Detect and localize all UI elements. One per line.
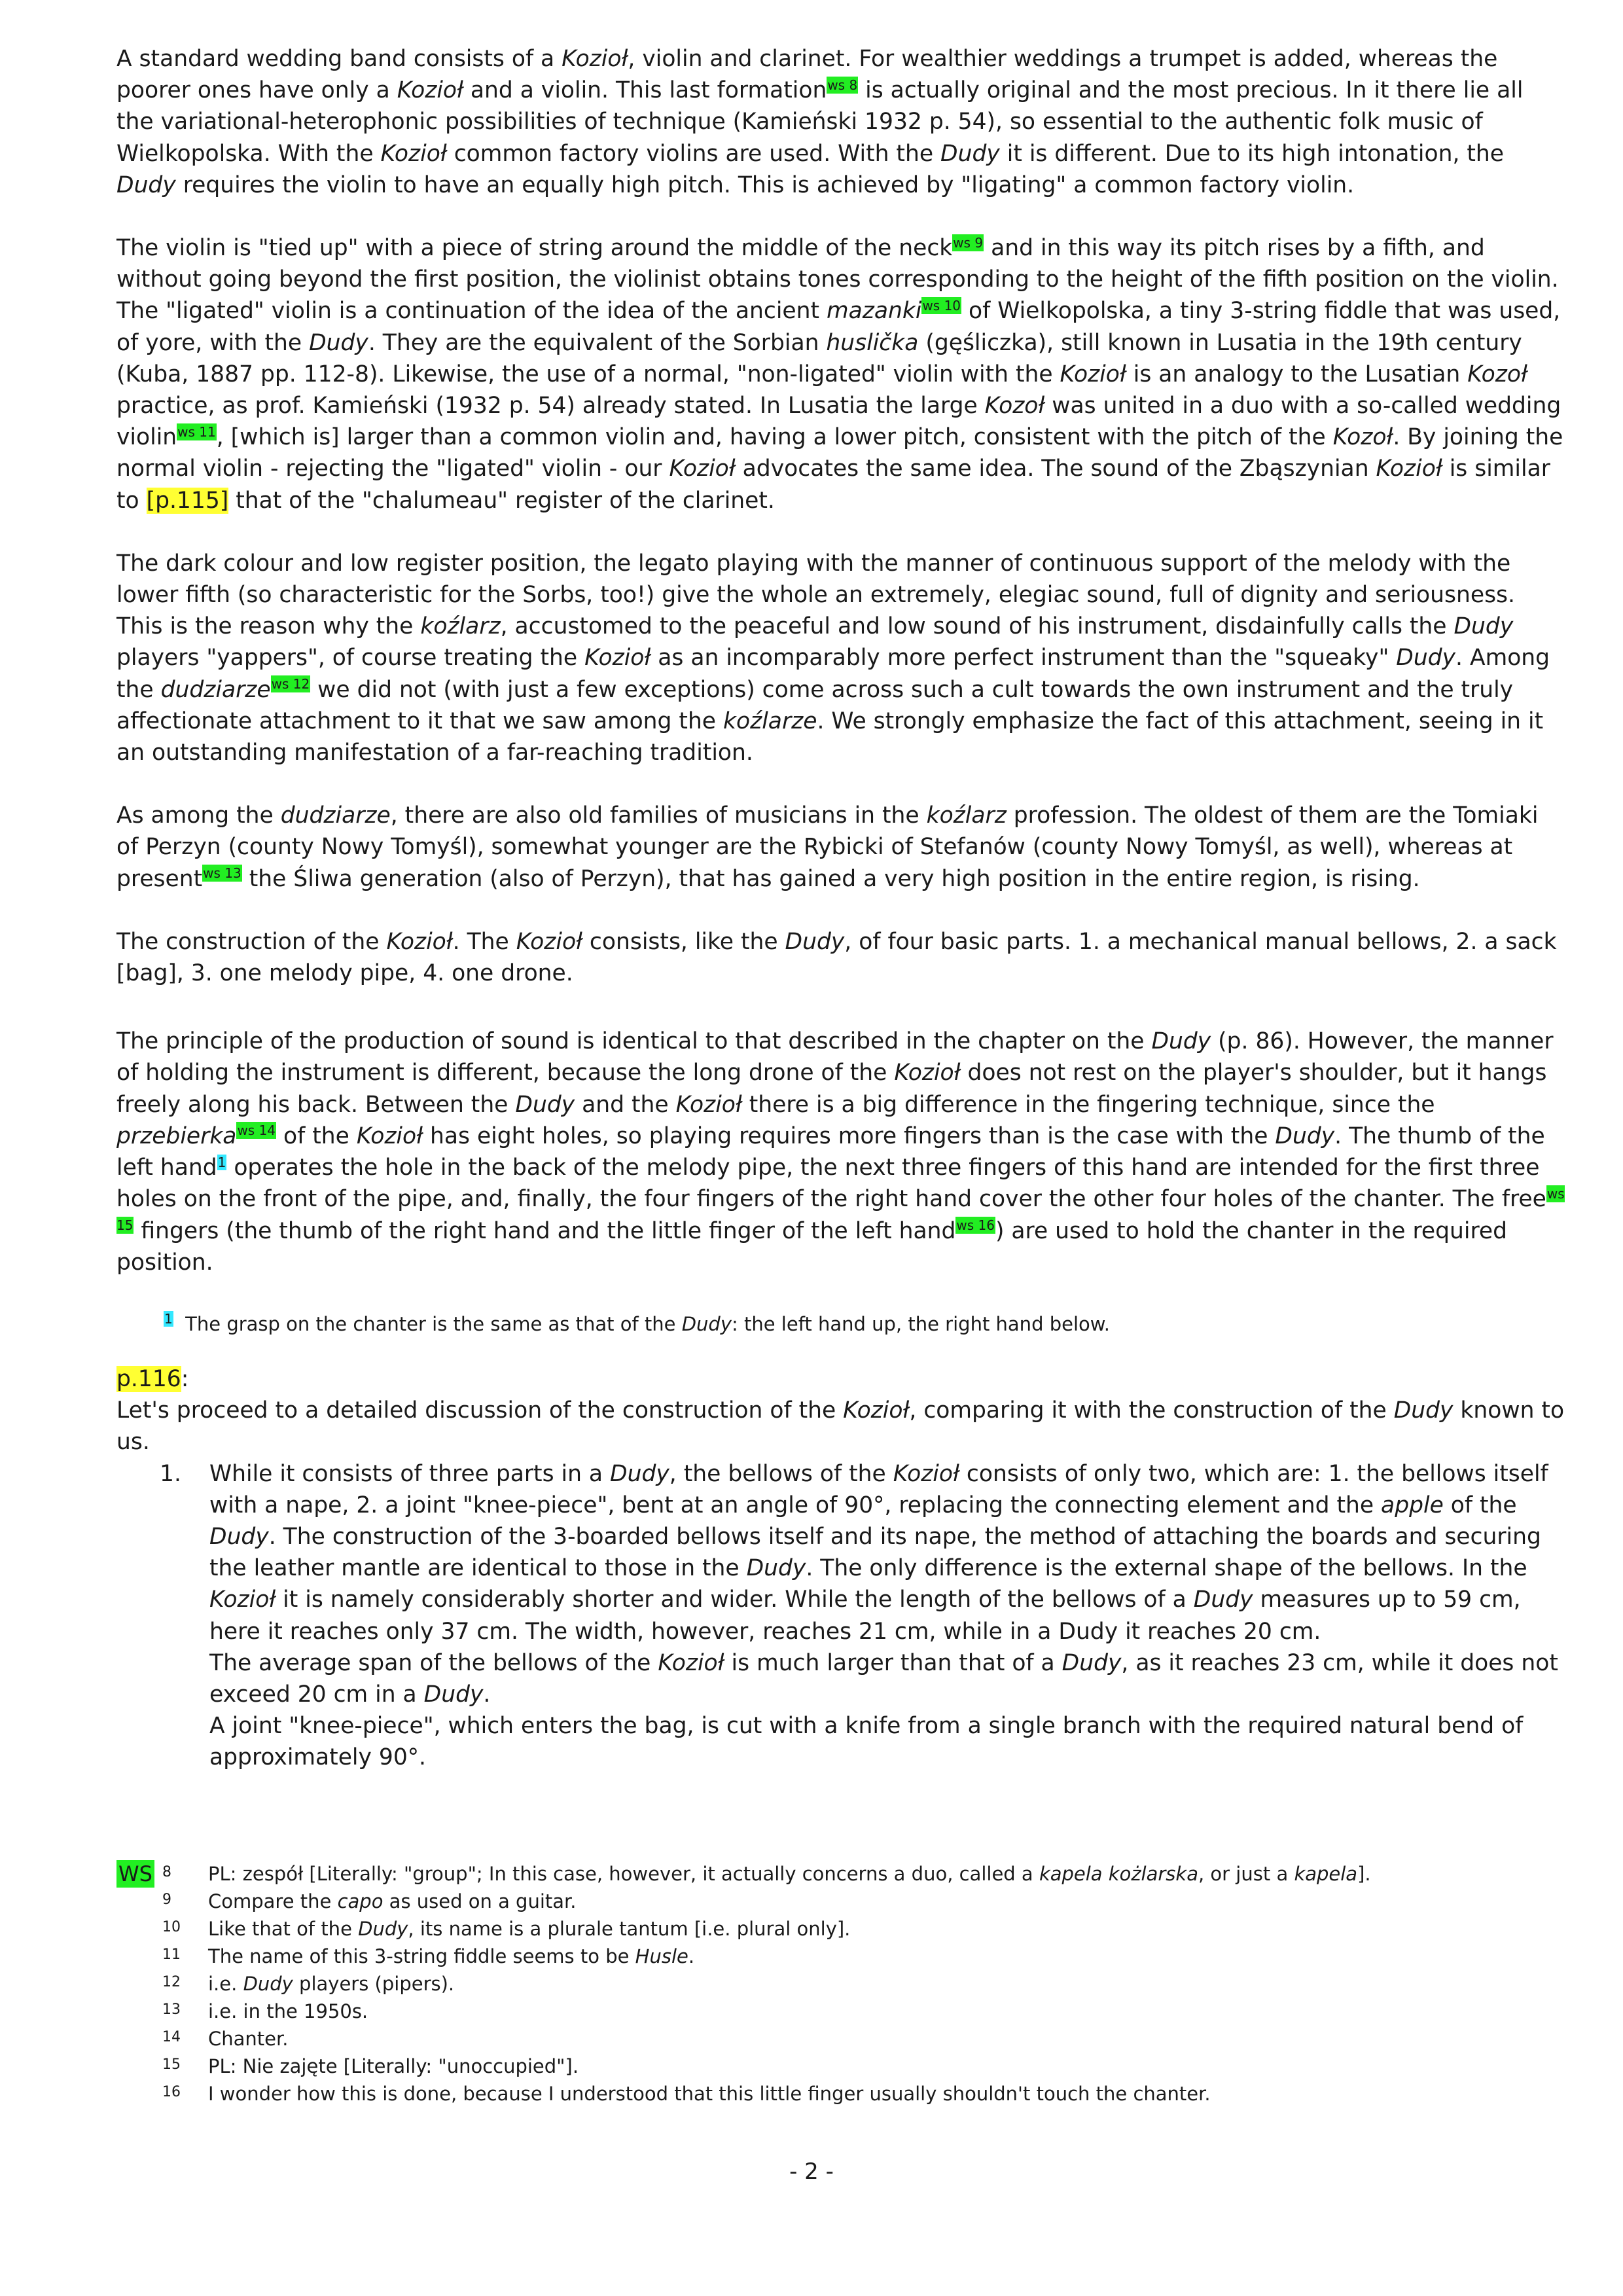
italic-term: Dudy [746,1555,806,1582]
footnote-number: 15 [162,2056,181,2073]
italic-term: Kozoł [1467,361,1527,387]
ws-marker: ws 15 [116,1185,1565,1233]
italic-term: koźlarz [420,613,501,640]
footnote-text: PL: Nie zajęte [Literally: "unoccupied"]. [208,2055,579,2077]
footnote-text: i.e. Dudy players (pipers). [208,1973,455,1995]
footnote-text: I wonder how this is done, because I understood that this little finger usually shouldn't touch the chanter. [208,2083,1211,2105]
italic-term: Dudy [243,1973,293,1995]
italic-term: Kozioł [1060,361,1126,387]
italic-term: huslička [826,329,919,356]
italic-term: Kozoł [984,393,1045,420]
ws-marker: ws 11 [177,423,216,440]
italic-term: Kozoł [1332,424,1393,451]
italic-term: Kozioł [380,140,447,167]
italic-term: dudziarze [280,802,391,829]
footnote-number: 10 [162,1919,181,1935]
paragraph: The dark colour and low register position, the legato playing with the manner of continuous support of the melody with the lower fifth (so characteristic for the Sorbs, too!) give the whole an extremely, elegiac sound, full of dignity and seriousness. This is the reason why the koźlarz, accustomed to the peaceful and low sound of his instrument, disdainfully calls the Dudy players "yappers", of course treating the Kozioł as an incomparably more perfect instrument than the "squeaky" Dudy. Among the dudziarze$^{ws 12}$ we did not (with just a few exceptions) come across such a cult towards the own instrument and the truly affectionate attachment to it that we saw among the koźlarze. We strongly emphasize the fact of this attachment, seeing in it an outstanding manifestation of a far-reaching tradition. [116,550,1550,766]
footnote-number: 12 [162,1974,181,1990]
footnote-marker: 1 [164,1311,173,1327]
italic-term: Dudy [681,1312,732,1335]
italic-term: Dudy [1275,1122,1335,1149]
italic-term: Kozioł [893,1460,959,1487]
italic-term: koźlarz [926,802,1007,829]
footnote-text: Compare the capo as used on a guitar. [208,1890,577,1912]
ws-marker: ws 10 [922,297,961,314]
footnote-row [116,1860,1567,1888]
italic-term: Dudy [358,1918,408,1940]
italic-term: Kozioł [675,1091,742,1118]
italic-term: Husle [635,1945,688,1967]
italic-term: apple [1381,1492,1444,1518]
italic-term: Dudy [423,1681,484,1708]
italic-term: Kozioł [894,1060,961,1086]
footnote-text: PL: zespół [Literally: "group"; In this case, however, it actually concerns a duo, called a kapela kożlarska, or just a kapela]. [208,1863,1371,1885]
footnote-number: 14 [162,2029,181,2045]
italic-term: Dudy [1151,1028,1211,1055]
page-number: - 2 - [789,2159,834,2185]
ws-marker: ws 13 [203,865,241,882]
footnote-number: 11 [162,1946,181,1963]
italic-term: dudziarze [160,676,271,703]
page-ref-marker: [p.115] [146,487,229,514]
italic-term: Kozioł [562,46,628,72]
footnote-ref-marker: 1 [217,1154,226,1170]
list-item-para: While it consists of three parts in a Dudy, the bellows of the Kozioł consists of only two, which are: 1. the bellows itself with a nape, 2. a joint "knee-piece", bent at an angle of 90°, replacing the connecting element and the apple of the Dudy. The construction of the 3-boarded bellows itself and its nape, the method of attaching the boards and securing the leather mantle are identical to those in the Dudy. The only difference is the external shape of the bellows. In the Kozioł it is namely considerably shorter and wider. While the length of the bellows of a Dudy measures up to 59 cm, here it reaches only 37 cm. The width, however, reaches 21 cm, while in a Dudy it reaches 20 cm. [209,1460,1548,1645]
ws-label: WS [116,1860,154,1888]
footnote-row [116,1998,1567,2025]
footnote-number: 9 [162,1892,171,1908]
ws-marker: ws 9 [953,234,984,251]
list-number: 1. [160,1460,181,1487]
footnote-number: 13 [162,2001,181,2018]
italic-term: Kozioł [397,77,463,104]
intro-text: Let's proceed to a detailed discussion of the construction of the Kozioł, comparing it with the construction of the Dudy known to us. [116,1397,1565,1456]
italic-term: Dudy [1393,1397,1454,1424]
paragraph: The principle of the production of sound is identical to that described in the chapter on the Dudy (p. 86). However, the manner of holding the instrument is different, because the long drone of the Kozioł does not rest on the player's shoulder, but it hangs freely along his back. Between the Dudy and the Kozioł there is a big difference in the fingering technique, since the przebierka$^{ws 14}$ of the Kozioł has eight holes, so playing requires more fingers than is the case with the Dudy. The thumb of the left hand$^1$ operates the hole in the back of the melody pipe, the next three fingers of this hand are intended for the first three holes on the front of the pipe, and, finally, the four fingers of the right hand cover the other four holes of the chanter. The free$^{ws 15}$ fingers (the thumb of the right hand and the little finger of the left hand$^{ws 16}$) are used to hold the chanter in the required position. [116,1028,1565,1276]
italic-term: Kozioł [658,1649,724,1676]
footnote-number: 16 [162,2084,181,2100]
footnote-row [116,1943,1567,1970]
italic-term: Kozioł [843,1397,910,1424]
footnote-row [116,1915,1567,1943]
italic-term: kapela kożlarska [1039,1863,1198,1885]
inline-footnote [164,1311,1567,1337]
footnote-text: i.e. in the 1950s. [208,2000,368,2022]
paragraph: As among the dudziarze, there are also old families of musicians in the koźlarz profession. The oldest of them are the Tomiaki of Perzyn (county Nowy Tomyśl), somewhat younger are the Rybicki of Stefanów (county Nowy Tomyśl, as well), whereas at present$^{ws 13}$ the Śliwa generation (also of Perzyn), that has gained a very high position in the entire region, is rising. [116,802,1539,892]
italic-term: przebierka [116,1122,237,1149]
italic-term: Kozioł [1376,456,1442,482]
italic-term: capo [337,1890,383,1912]
italic-term: Kozioł [516,928,582,955]
footnote-row [116,1970,1567,1998]
footnote-row [116,2025,1567,2053]
paragraph: The construction of the Kozioł. The Kozioł consists, like the Dudy, of four basic parts. 1. a mechanical manual bellows, 2. a sack [bag], 3. one melody pipe, 4. one drone. [116,928,1557,987]
footnote-text: Chanter. [208,2028,289,2050]
italic-term: Dudy [309,329,368,356]
italic-term: Kozioł [209,1587,276,1613]
italic-term: Dudy [785,928,845,955]
paragraph: The violin is "tied up" with a piece of string around the middle of the neck$^{ws 9}$ and in this way its pitch rises by a fifth, and without going beyond the first position, the violinist obtains tones corresponding to the height of the fifth position on the violin. The "ligated" violin is a continuation of the idea of the ancient mazanki$^{ws 10}$ of Wielkopolska, a tiny 3-string fiddle that was used, of yore, with the Dudy. They are the equivalent of the Sorbian huslička (gęśliczka), still known in Lusatia in the 19th century (Kuba, 1887 pp. 112-8). Likewise, the use of a normal, "non-ligated" violin with the Kozioł is an analogy to the Lusatian Kozoł practice, as prof. Kamieński (1932 p. 54) already stated. In Lusatia the large Kozoł was united in a duo with a so-called wedding violin$^{ws 11}$, [which is] larger than a common violin and, having a lower pitch, consistent with the pitch of the Kozoł. By joining the normal violin - rejecting the "ligated" violin - our Kozioł advocates the same idea. The sound of the Zbąszynian Kozioł is similar to [p.115] that of the "chalumeau" register of the clarinet. [116,234,1563,514]
italic-term: Dudy [1193,1587,1253,1613]
footnote-text: The name of this 3-string fiddle seems to be Husle. [208,1945,695,1967]
construction-list [116,1458,1567,1774]
italic-term: Dudy [209,1523,269,1550]
italic-term: Dudy [1061,1649,1122,1676]
italic-term: Dudy [1396,645,1456,672]
footnote-text: The grasp on the chanter is the same as that of the Dudy: the left hand up, the right hand below. [185,1312,1111,1335]
italic-term: mazanki [827,298,922,325]
footnote-text: Like that of the Dudy, its name is a plurale tantum [i.e. plural only]. [208,1918,851,1940]
italic-term: Kozioł [669,456,736,482]
list-item-para: The average span of the bellows of the Kozioł is much larger than that of a Dudy, as it reaches 23 cm, while it does not exceed 20 cm in a Dudy. [209,1649,1558,1708]
page-reference: p.116: [116,1365,189,1392]
ws-marker: ws 14 [237,1122,276,1139]
paragraph: A standard wedding band consists of a Kozioł, violin and clarinet. For wealthier weddings a trumpet is added, whereas the poorer ones have only a Kozioł and a violin. This last formation$^{ws 8}$ is actually original and the most precious. In it there lie all the variational-heterophonic possibilities of technique (Kamieński 1932 p. 54), so essential to the authentic folk music of Wielkopolska. With the Kozioł common factory violins are used. With the Dudy it is different. Due to its high intonation, the Dudy requires the violin to have an equally high pitch. This is achieved by "ligating" a common factory violin. [116,46,1524,198]
italic-term: Dudy [1454,613,1514,640]
italic-term: kapela [1294,1863,1358,1885]
main-text [116,43,1567,1278]
footnote-list [116,1860,1567,2108]
italic-term: Dudy [116,171,176,198]
italic-term: Kozioł [356,1122,423,1149]
ws-marker: ws 8 [827,77,858,93]
footnote-row [116,1888,1567,1915]
footnotes [116,1860,1567,2108]
italic-term: Kozioł [584,645,651,672]
footnote-row [116,2053,1567,2080]
list-item [116,1458,1567,1774]
footnote-number: 8 [162,1864,171,1880]
italic-term: Kozioł [386,928,453,955]
italic-term: koźlarze [723,708,817,734]
ws-marker: ws 12 [271,676,310,692]
italic-term: Dudy [610,1460,669,1487]
list-item-para: A joint "knee-piece", which enters the bag, is cut with a knife from a single branch with the required natural bend of approximately 90°. [209,1713,1524,1771]
document-body [116,43,1567,1774]
italic-term: Dudy [940,140,1000,167]
italic-term: Dudy [515,1091,575,1118]
ws-marker: ws 16 [956,1217,995,1233]
footnote-row [116,2080,1567,2108]
section-p116 [116,1363,1567,1774]
